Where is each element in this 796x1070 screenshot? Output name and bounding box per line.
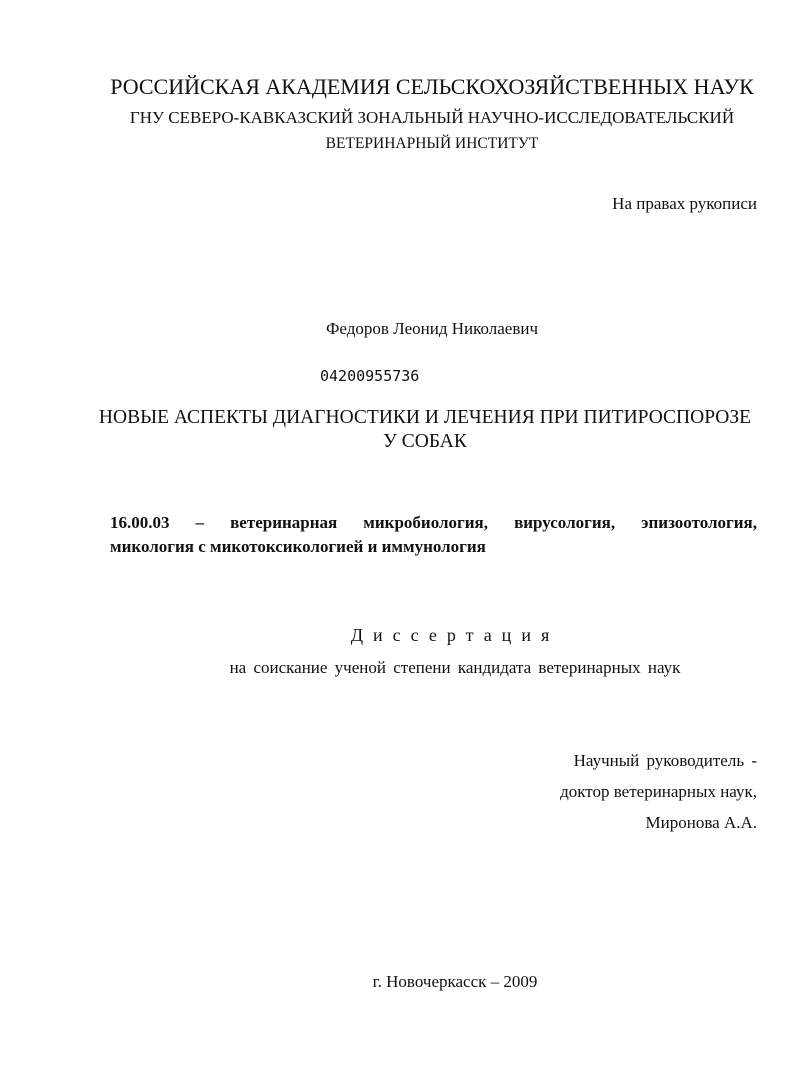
- supervisor-name: Миронова А.А.: [645, 813, 757, 832]
- degree-line: на соискание ученой степени кандидата ветеринарных наук: [229, 658, 681, 677]
- supervisor-label: Научный руководитель -: [573, 751, 757, 770]
- city-year: г. Новочеркасск – 2009: [372, 972, 538, 991]
- manuscript-note: На правах рукописи: [612, 194, 757, 213]
- academy-name: РОССИЙСКАЯ АКАДЕМИЯ СЕЛЬСКОХОЗЯЙСТВЕННЫХ НАУК: [110, 74, 754, 99]
- institute-line-1: ГНУ СЕВЕРО-КАВКАЗСКИЙ ЗОНАЛЬНЫЙ НАУЧНО-ИССЛЕДОВАТЕЛЬСКИЙ: [129, 108, 735, 127]
- specialty-line-2: микология с микотоксикологией и иммунология: [110, 537, 486, 556]
- supervisor-degree: доктор ветеринарных наук,: [560, 782, 757, 801]
- institute-line-2: ВЕТЕРИНАРНЫЙ ИНСТИТУТ: [325, 135, 539, 152]
- dissertation-title-line-2: У СОБАК: [383, 431, 467, 452]
- document-type: Диссертация: [350, 625, 560, 645]
- author-name: Федоров Леонид Николаевич: [325, 319, 539, 338]
- registration-number-stamp: 04200955736: [320, 367, 420, 385]
- dissertation-title-line-1: НОВЫЕ АСПЕКТЫ ДИАГНОСТИКИ И ЛЕЧЕНИЯ ПРИ ПИТИРОСПОРОЗЕ: [98, 407, 752, 428]
- specialty-line-1: 16.00.03 – ветеринарная микробиология, вирусология, эпизоотология,: [110, 513, 757, 532]
